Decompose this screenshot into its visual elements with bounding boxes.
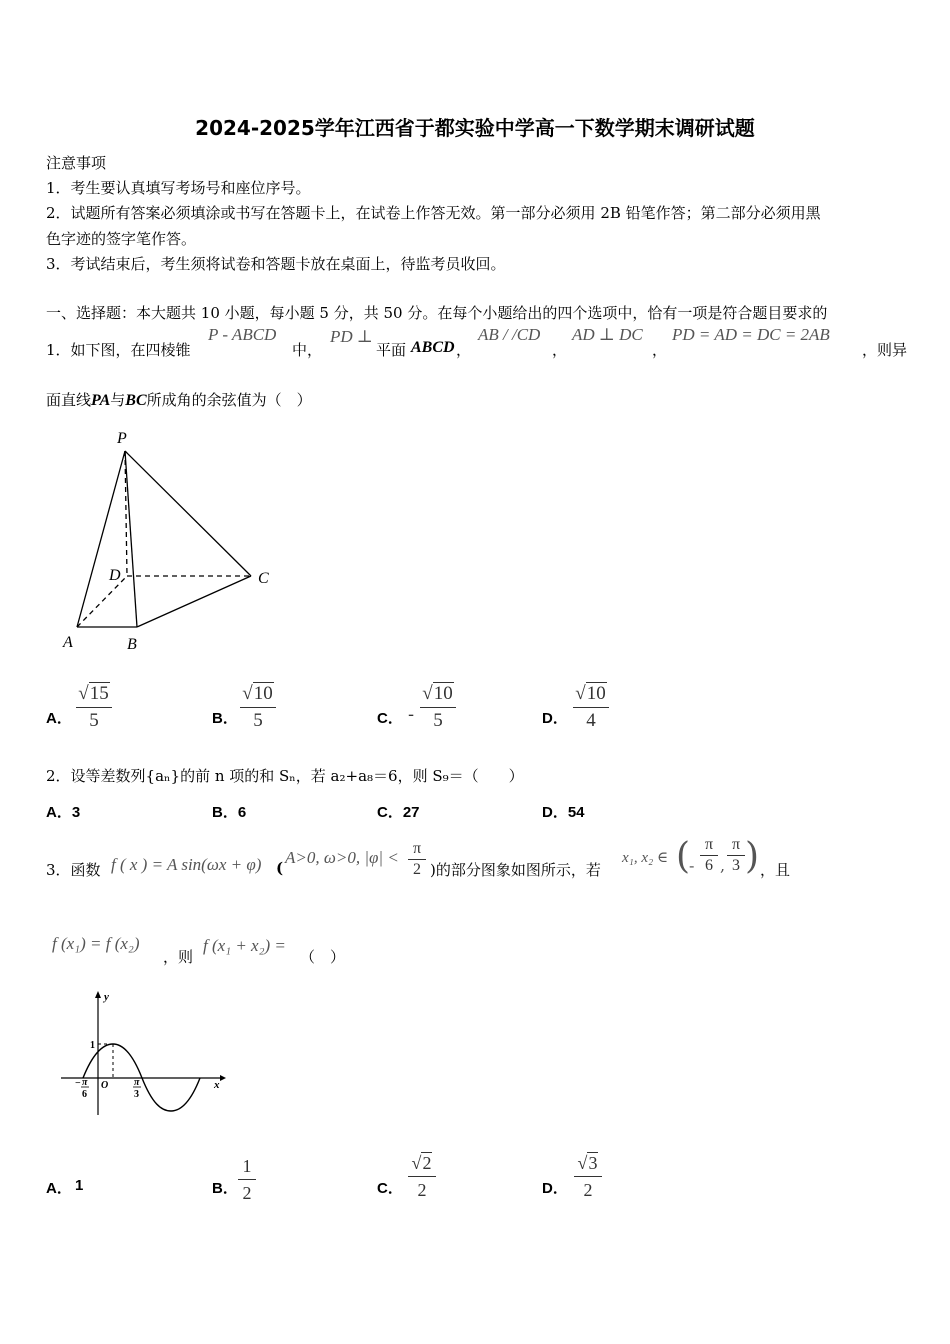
q1-math-equal: PD = AD = DC = 2AB [672, 325, 830, 344]
edge-pc [125, 451, 251, 576]
q3-interval-b: π 3 [727, 836, 745, 875]
q3-interval-a: π 6 [700, 836, 718, 875]
q1-text: 平面 [376, 341, 407, 359]
notice-item: 3．考试结束后，考生须将试卷和答题卡放在桌面上，待监考员收回。 [46, 255, 506, 273]
label-d: D [109, 567, 121, 584]
label-c: C [258, 570, 269, 587]
q1-text: ， [552, 341, 568, 359]
option-label[interactable]: D． [542, 1180, 568, 1197]
option-a-fraction[interactable]: √15 5 [76, 682, 112, 733]
label-b: B [127, 636, 137, 653]
pi-label: π [134, 1077, 140, 1088]
q3-x12: x₁, x₂ ∈ [622, 850, 669, 866]
sqrt-icon: √15 [78, 683, 109, 704]
q3-cond-fraction: π 2 [408, 840, 426, 879]
q2-text: 2．设等差数列{aₙ}的前 n 项的和 Sₙ，若 a₂+a₈＝6，则 S₉＝（ ） [46, 767, 524, 785]
option-c-sign: - [408, 704, 415, 725]
q1-text: ， [652, 341, 668, 359]
sqrt-icon: √3 [577, 1153, 598, 1173]
q2-option-b[interactable]: B．6 [212, 804, 247, 821]
one-label: 1 [90, 1040, 95, 1051]
pyramid-figure [55, 425, 285, 655]
option-c-fraction[interactable]: √2 2 [408, 1151, 436, 1202]
q2-option-d[interactable]: D．54 [542, 804, 585, 821]
q3-text: ，则 [163, 948, 194, 966]
notice-item: 2．试题所有答案必须填涂或书写在答题卡上，在试卷上作答无效。第一部分必须用 2B 铅笔作答；第二部分必须用黑 [46, 204, 821, 222]
option-b-fraction[interactable]: √10 5 [240, 682, 276, 733]
option-b-fraction[interactable]: 1 2 [238, 1154, 256, 1205]
q3-interval-sign: - [689, 856, 695, 875]
option-label[interactable]: B． [212, 1180, 238, 1197]
q1-text: 面直线 [46, 391, 92, 409]
option-a-value[interactable]: 1 [75, 1177, 84, 1194]
y-label: y [104, 991, 109, 1003]
minus-sign: − [75, 1078, 81, 1089]
left-paren: ( [676, 836, 691, 877]
q1-number: 1．如下图，在四棱锥 [46, 341, 191, 359]
neg-pi-label: π [82, 1077, 88, 1088]
q3-text: ，且 [760, 861, 791, 879]
q1-math-pd-perp: PD ⊥ [330, 327, 373, 346]
edge-bc [137, 576, 251, 627]
q3-text: )的部分图象如图所示，若 [430, 861, 601, 879]
q1-text: 与 [110, 391, 126, 409]
q3-ask: f (x₁ + x₂) = [203, 936, 286, 955]
option-label[interactable]: A． [46, 1180, 72, 1197]
q3-condition2: f (x₁) = f (x₂) [52, 934, 140, 953]
q3-function: f ( x ) = A sin(ωx + φ) [111, 855, 262, 874]
sqrt-icon: √10 [422, 683, 453, 704]
q1-text: ， [456, 341, 472, 359]
option-label[interactable]: B． [212, 710, 238, 727]
q3-paren: ( [276, 859, 284, 877]
edge-pb [125, 451, 137, 627]
page-title: 2024-2025学年江西省于都实验中学高一下数学期末调研试题 [195, 116, 755, 140]
notice-item: 色字迹的签字笔作答。 [46, 230, 197, 248]
q3-text: （ ） [300, 948, 346, 966]
option-label[interactable]: D． [542, 710, 568, 727]
q1-math-pabcd: P - ABCD [208, 325, 277, 344]
notice-item: 1．考生要认真填写考场号和座位序号。 [46, 179, 311, 197]
sine-graph [55, 985, 235, 1125]
option-c-fraction[interactable]: √10 5 [420, 682, 456, 733]
notice-heading: 注意事项 [46, 154, 107, 172]
q1-math-pa: PA [91, 392, 111, 409]
option-label[interactable]: C． [377, 1180, 403, 1197]
q1-line2 [46, 389, 312, 410]
sqrt-icon: √2 [411, 1153, 432, 1173]
option-label[interactable]: C． [377, 710, 403, 727]
label-a: A [63, 634, 73, 651]
neg-six-label: 6 [82, 1089, 87, 1100]
q3-text: 3．函数 [46, 861, 101, 879]
origin-label: O [101, 1080, 109, 1091]
q1-math-abcd: ABCD [411, 339, 455, 356]
option-d-fraction[interactable]: √3 2 [574, 1151, 602, 1202]
q2-option-a[interactable]: A．3 [46, 804, 81, 821]
x-arrow-icon [220, 1075, 226, 1081]
right-paren: ) [745, 836, 760, 877]
q2-option-c[interactable]: C．27 [377, 804, 420, 821]
y-arrow-icon [95, 991, 101, 998]
q1-math-ad-dc: AD ⊥ DC [572, 325, 643, 344]
label-p: P [117, 430, 127, 447]
x-label: x [214, 1079, 220, 1091]
comma: , [720, 856, 726, 875]
section-heading: 一、选择题：本大题共 10 小题，每小题 5 分，共 50 分。在每个小题给出的四个选项中，恰有一项是符合题目要求的 [46, 304, 828, 322]
q1-math-ab-cd: AB / /CD [478, 325, 541, 344]
q3-condition: A>0, ω>0, |φ| < [285, 848, 399, 867]
option-d-fraction[interactable]: √10 4 [573, 682, 609, 733]
q1-math-bc: BC [125, 392, 147, 409]
q1-text: 所成角的余弦值为（ ） [146, 391, 312, 409]
q1-text: ，则异 [862, 341, 908, 359]
sqrt-icon: √10 [242, 683, 273, 704]
option-label[interactable]: A． [46, 710, 72, 727]
edge-pa [77, 451, 125, 627]
three-label: 3 [134, 1089, 139, 1100]
q1-text: 中， [292, 341, 323, 359]
sqrt-icon: √10 [575, 683, 606, 704]
